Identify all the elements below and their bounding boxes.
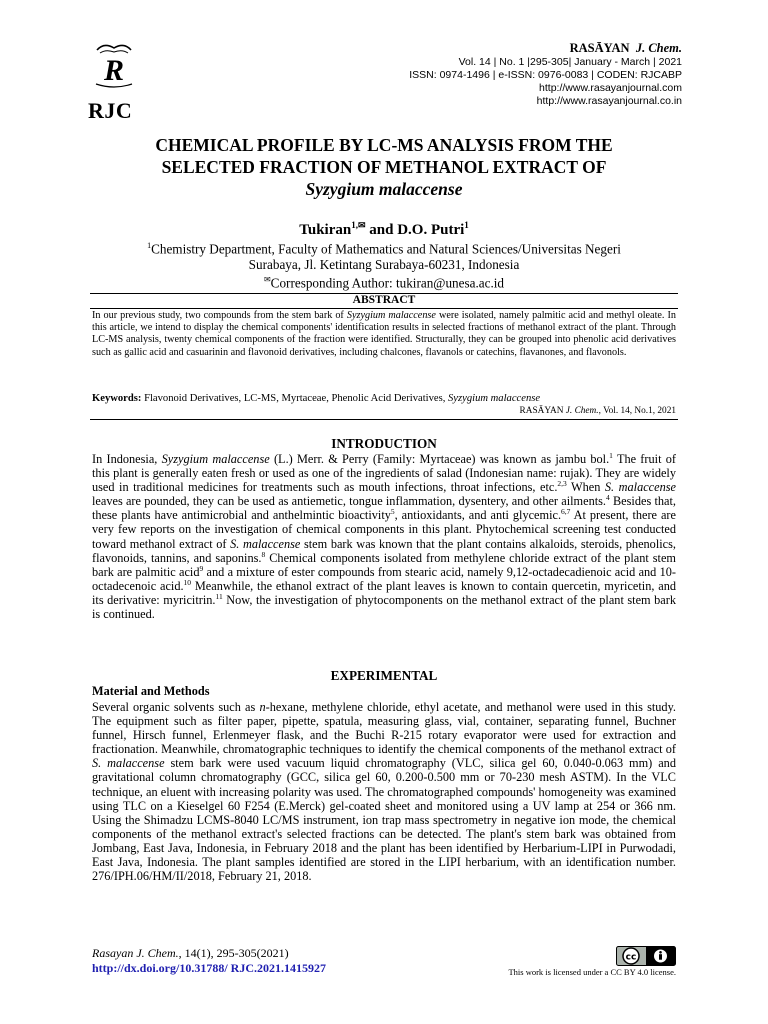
affiliation-sup: 1	[147, 241, 152, 250]
author-2-sup: 1	[464, 220, 469, 230]
abstract-bottom-rule	[90, 419, 678, 420]
journal-header	[409, 42, 682, 108]
author-list	[90, 220, 678, 239]
footer-citation	[92, 946, 326, 976]
journal-url-coin[interactable]: http://www.rasayanjournal.co.in	[536, 95, 682, 107]
license-notice: This work is licensed under a CC BY 4.0 license.	[508, 967, 676, 977]
experimental-paragraph: Several organic solvents such as n-hexane, methylene chloride, ethyl acetate, and methanol were used in this study. The equipment such as filter paper, pipette, spatula, measuring glass, vial, container, separating funnel, Buchner funnel, Hirsch funnel, Erlenmeyer flask, and the Buchi R-215 rotary evaporator were used for extraction and fractionation. Meanwhile, chromatographic techniques to identify the chemical components of the methanol extract of S. malaccense stem bark were used vacuum liquid chromatography (VLC, silica gel 60, 0.040-0.063 mm) and gravitational column chromatography (GCC, silica gel 60, 0.200-0.500 mm or 70-230 mesh ASTM). In the VLC technique, an eluent with increasing polarity was used. The chromatographed compounds' homogeneity was examined using TLC on a Kieselgel 60 F254 (E.Merck) gel-coated sheet and monitored using a UV lamp at 254 or 366 nm. Using the Shimadzu LCMS-8040 LC/MS instrument, ion trap mass spectrometry in negative ion mode, the chemical components of the methanol extract's selected fractions can be detected. The plant's stem bark was obtained from Jombang, East Java, Indonesia, in February 2018 and the plant has been identified by Herbarium-LIPI in Purwodadi, East Java, Indonesia. The plant samples identified are stored in the LIPI herbarium, with an identification number. 276/IPH.06/HM/II/2018, February 21, 2018.	[92, 700, 676, 884]
logo-text: RJC	[88, 98, 133, 123]
author-1: Tukiran	[299, 222, 352, 238]
cc-by-badge-icon[interactable]	[616, 946, 676, 966]
svg-text:cc: cc	[625, 952, 637, 963]
title-line-2: SELECTED FRACTION OF METHANOL EXTRACT OF	[161, 157, 607, 177]
introduction-heading: INTRODUCTION	[331, 436, 437, 451]
rjc-monogram-icon	[94, 44, 134, 88]
abstract-heading-rule	[90, 308, 678, 309]
title-species: Syzygium malaccense	[305, 179, 463, 199]
journal-logo	[88, 44, 148, 122]
issn-line: ISSN: 0974-1496 | e-ISSN: 0976-0083 | CODEN: RJCABP	[409, 69, 682, 81]
keywords: Keywords: Flavonoid Derivatives, LC-MS, Myrtaceae, Phenolic Acid Derivatives, Syzygium malaccense	[92, 393, 541, 404]
footer-volume: , 14(1), 295-305(2021)	[178, 946, 289, 960]
paper-title	[90, 134, 678, 200]
abstract-text: In our previous study, two compounds from the stem bark of Syzygium malaccense were isolated, namely palmitic acid and methyl oleate. In this article, we intend to display the chemical components' identification results in selected fractions of methanol extract of the plant. Through LC-MS analysis, twenty chemical components of the fraction were identified. Structurally, they can be grouped into phenolic acid derivatives such as gallic acid and casuarinin and flavonoid derivatives, including chalcones, flavanols or catechins, flavanones, and flavonols.	[92, 310, 676, 358]
title-line-1: CHEMICAL PROFILE BY LC-MS ANALYSIS FROM THE	[155, 135, 613, 155]
affiliation	[90, 238, 678, 291]
logo-monogram: R	[103, 54, 125, 87]
introduction-paragraph: In Indonesia, Syzygium malaccense (L.) Merr. & Perry (Family: Myrtaceae) was known as jambu bol.$^1$ The fruit of this plant is generally eaten fresh or used as one of the ingredients of salad (Indonesian name: rujak). They are widely used in traditional medicines for treatments such as mouth infections, throat infections, etc.$^{2,3}$ When S. malaccense leaves are pounded, they can be used as antiemetic, tongue inflammation, dysentery, and other ailments.$^4$ Besides that, these plants have antimicrobial and anthelmintic bioactivity$^5$, antioxidants, and anti glycemic.$^{6,7}$ At present, there are very few reports on the investigation of chemical components in this plant. Phytochemical screening test conducted toward methanol extract of S. malaccense stem bark was known that the plant contains alkaloids, steroids, phenolics, flavonoids, tannins, and saponins.$^8$ Chemical components isolated from methylene chloride extract of the plant stem bark are palmitic acid$^9$ and a mixture of ester compounds from stearic acid, namely 9,12-octadecadienoic acid and 10-octadecenoic acid.$^{10}$ Meanwhile, the ethanol extract of the plant leaves is known to contain quercetin, myricetin, and its derivative: myricitrin.$^{11}$ Now, the investigation of phytocomponents on the methanol extract of the plant stem bark is continued.	[92, 450, 677, 622]
abstract-citation: RASĀYAN J. Chem., Vol. 14, No.1, 2021	[519, 406, 676, 416]
footer-journal: Rasayan J. Chem.	[92, 946, 179, 960]
author-1-sup: 1,✉	[351, 220, 366, 230]
experimental-heading: EXPERIMENTAL	[330, 668, 438, 683]
material-methods-heading: Material and Methods	[92, 684, 210, 698]
author-and: and	[365, 222, 398, 238]
corresponding-author[interactable]: Corresponding Author: tukiran@unesa.ac.id	[270, 275, 505, 291]
abstract-heading: ABSTRACT	[352, 294, 416, 306]
journal-name: RASĀYAN J. Chem.	[569, 41, 682, 55]
affiliation-line-1: Chemistry Department, Faculty of Mathematics and Natural Sciences/Universitas Negeri	[151, 241, 621, 257]
doi-link[interactable]: http://dx.doi.org/10.31788/ RJC.2021.1415927	[92, 961, 327, 975]
affiliation-line-2: Surabaya, Jl. Ketintang Surabaya-60231, Indonesia	[248, 256, 520, 272]
envelope-icon: ✉	[263, 275, 271, 285]
volume-line: Vol. 14 | No. 1 |295-305| January - March | 2021	[458, 56, 682, 68]
author-2: D.O. Putri	[397, 222, 465, 238]
journal-url-com[interactable]: http://www.rasayanjournal.com	[539, 82, 682, 94]
